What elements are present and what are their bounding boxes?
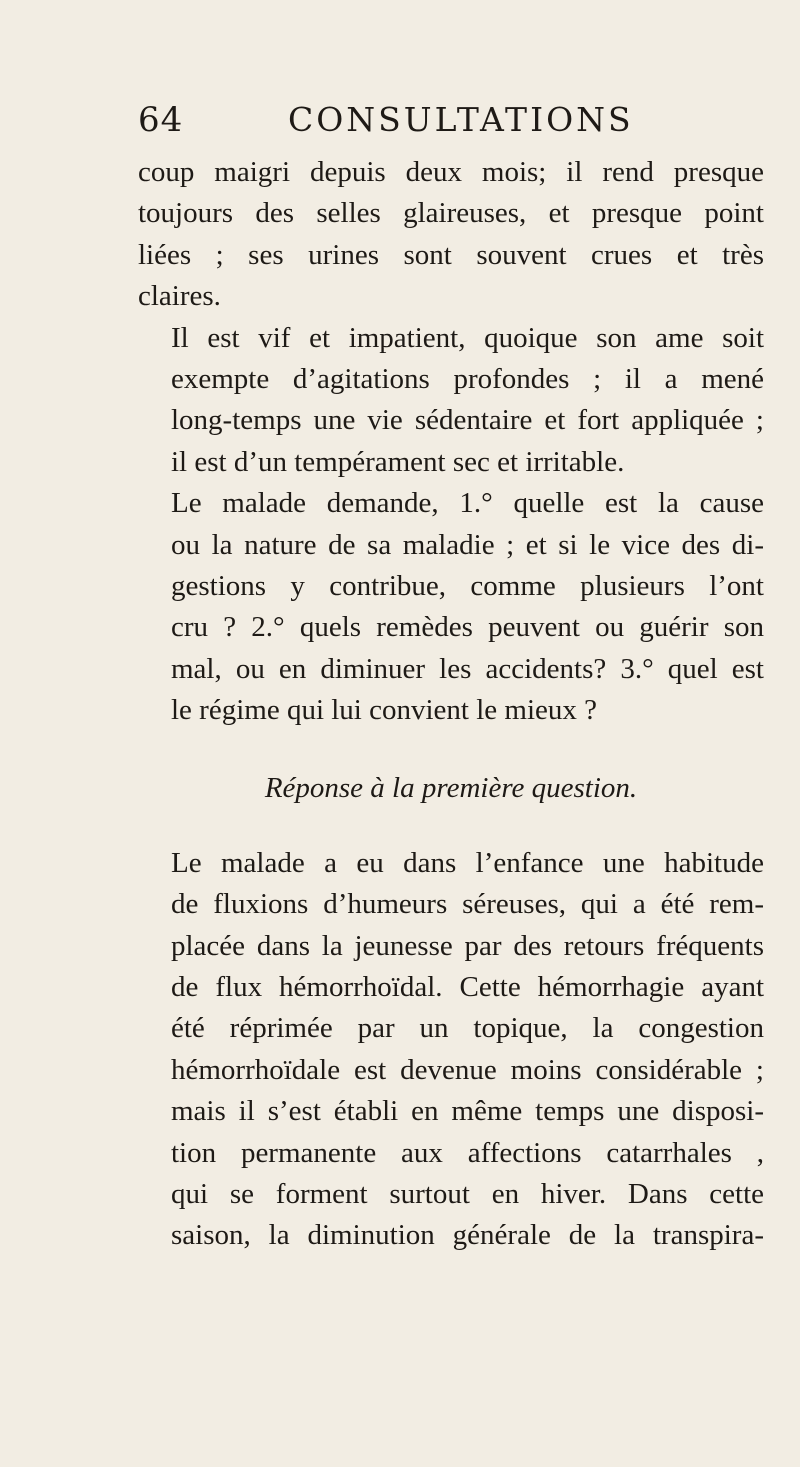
text-line: long-temps une vie sédentaire et fort appliquée ; — [171, 404, 764, 437]
text-line: claires. — [138, 280, 221, 313]
text-line: été réprimée par un topique, la congestion — [171, 1012, 764, 1045]
text-line: qui se forment surtout en hiver. Dans cette — [171, 1177, 764, 1210]
text-line: hémorrhoïdale est devenue moins considérable ; — [171, 1053, 764, 1086]
text-line: exempte d’agitations profondes ; il a mené — [171, 363, 764, 396]
paragraph-response — [138, 843, 764, 1257]
text-line: mais il s’est établi en même temps une disposi- — [171, 1095, 764, 1128]
paragraph-temperament — [138, 318, 764, 484]
text-line: ou la nature de sa maladie ; et si le vice des di- — [171, 528, 764, 561]
text-line: coup maigri depuis deux mois; il rend presque — [138, 156, 764, 188]
text-line: saison, la diminution générale de la transpira- — [171, 1219, 764, 1252]
text-line: cru ? 2.° quels remèdes peuvent ou guérir son — [171, 611, 764, 644]
paragraph-questions — [138, 483, 764, 731]
text-line: toujours des selles glaireuses, et presque point — [138, 197, 764, 230]
running-head — [138, 100, 764, 144]
text-line: placée dans la jeunesse par des retours fréquents — [171, 929, 764, 962]
text-line: Il est vif et impatient, quoique son ame soit — [171, 321, 764, 354]
text-line: de flux hémorrhoïdal. Cette hémorrhagie ayant — [171, 970, 764, 1003]
running-title: CONSULTATIONS — [288, 100, 634, 139]
text-line: tion permanente aux affections catarrhales , — [171, 1136, 764, 1169]
text-line: de fluxions d’humeurs séreuses, qui a été rem- — [171, 888, 764, 921]
text-line: mal, ou en diminuer les accidents? 3.° quel est — [171, 652, 764, 685]
page-number: 64 — [138, 100, 184, 140]
text-line: liées ; ses urines sont souvent crues et très — [138, 238, 764, 271]
text-line: gestions y contribue, comme plusieurs l’ont — [171, 570, 764, 603]
text-line: Le malade a eu dans l’enfance une habitude — [171, 846, 764, 879]
section-heading: Réponse à la première question. — [264, 771, 638, 804]
text-line: le régime qui lui convient le mieux ? — [171, 694, 598, 727]
text-line: Le malade demande, 1.° quelle est la cause — [171, 487, 764, 520]
text-line: il est d’un tempérament sec et irritable. — [171, 445, 625, 478]
body-text — [138, 152, 764, 1257]
paragraph-continuation — [138, 152, 764, 318]
